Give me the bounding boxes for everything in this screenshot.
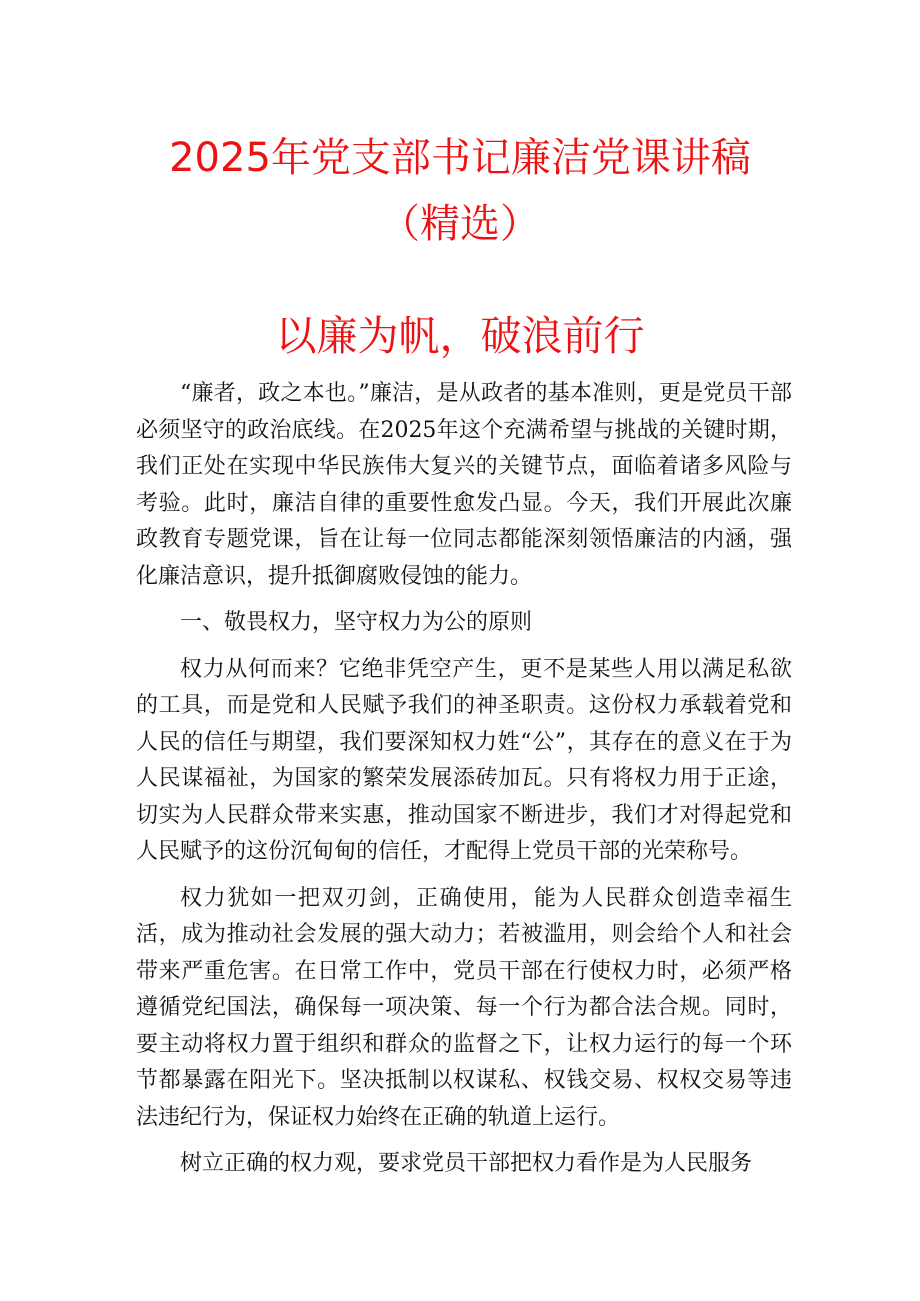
document-title-suffix: （精选）: [380, 201, 540, 247]
paragraph-power-origin: 权力从何而来？它绝非凭空产生，更不是某些人用以满足私欲的工具，而是党和人民赋予我们的神圣职责。这份权力承载着党和人民的信任与期望，我们要深知权力姓“公”，其存在的意义在于为人民谋福祉，为国家的繁荣发展添砖加瓦。只有将权力用于正途，切实为人民群众带来实惠，推动国家不断进步，我们才对得起党和人民赋予的这份沉甸甸的信任，才配得上党员干部的光荣称号。: [136, 656, 792, 864]
document-body: [136, 376, 792, 1183]
section-heading: 一、敬畏权力，坚守权力为公的原则: [180, 610, 533, 635]
paragraph-power-view: 树立正确的权力观，要求党员干部把权力看作是为人民服务: [180, 1151, 753, 1176]
paragraph-power-double-edged: 权力犹如一把双刃剑，正确使用，能为人民群众创造幸福生活，成为推动社会发展的强大动力；若被滥用，则会给个人和社会带来严重危害。在日常工作中，党员干部在行使权力时，必须严格遵循党纪国法，确保每一项决策、每一个行为都合法合规。同时，要主动将权力置于组织和群众的监督之下，让权力运行的每一个环节都暴露在阳光下。坚决抵制以权谋私、权钱交易、权权交易等违法违纪行为，保证权力始终在正确的轨道上运行。: [136, 885, 792, 1130]
document-subtitle: 以廉为帆，破浪前行: [275, 312, 645, 360]
document-title: 2025年党支部书记廉洁党课讲稿: [169, 135, 751, 181]
paragraph-intro: “廉者，政之本也。”廉洁，是从政者的基本准则，更是党员干部必须坚守的政治底线。在2025年这个充满希望与挑战的关键时期，我们正处在实现中华民族伟大复兴的关键节点，面临着诸多风险与考验。此时，廉洁自律的重要性愈发凸显。今天，我们开展此次廉政教育专题党课，旨在让每一位同志都能深刻领悟廉洁的内涵，强化廉洁意识，提升抵御腐败侵蚀的能力。: [136, 381, 792, 589]
